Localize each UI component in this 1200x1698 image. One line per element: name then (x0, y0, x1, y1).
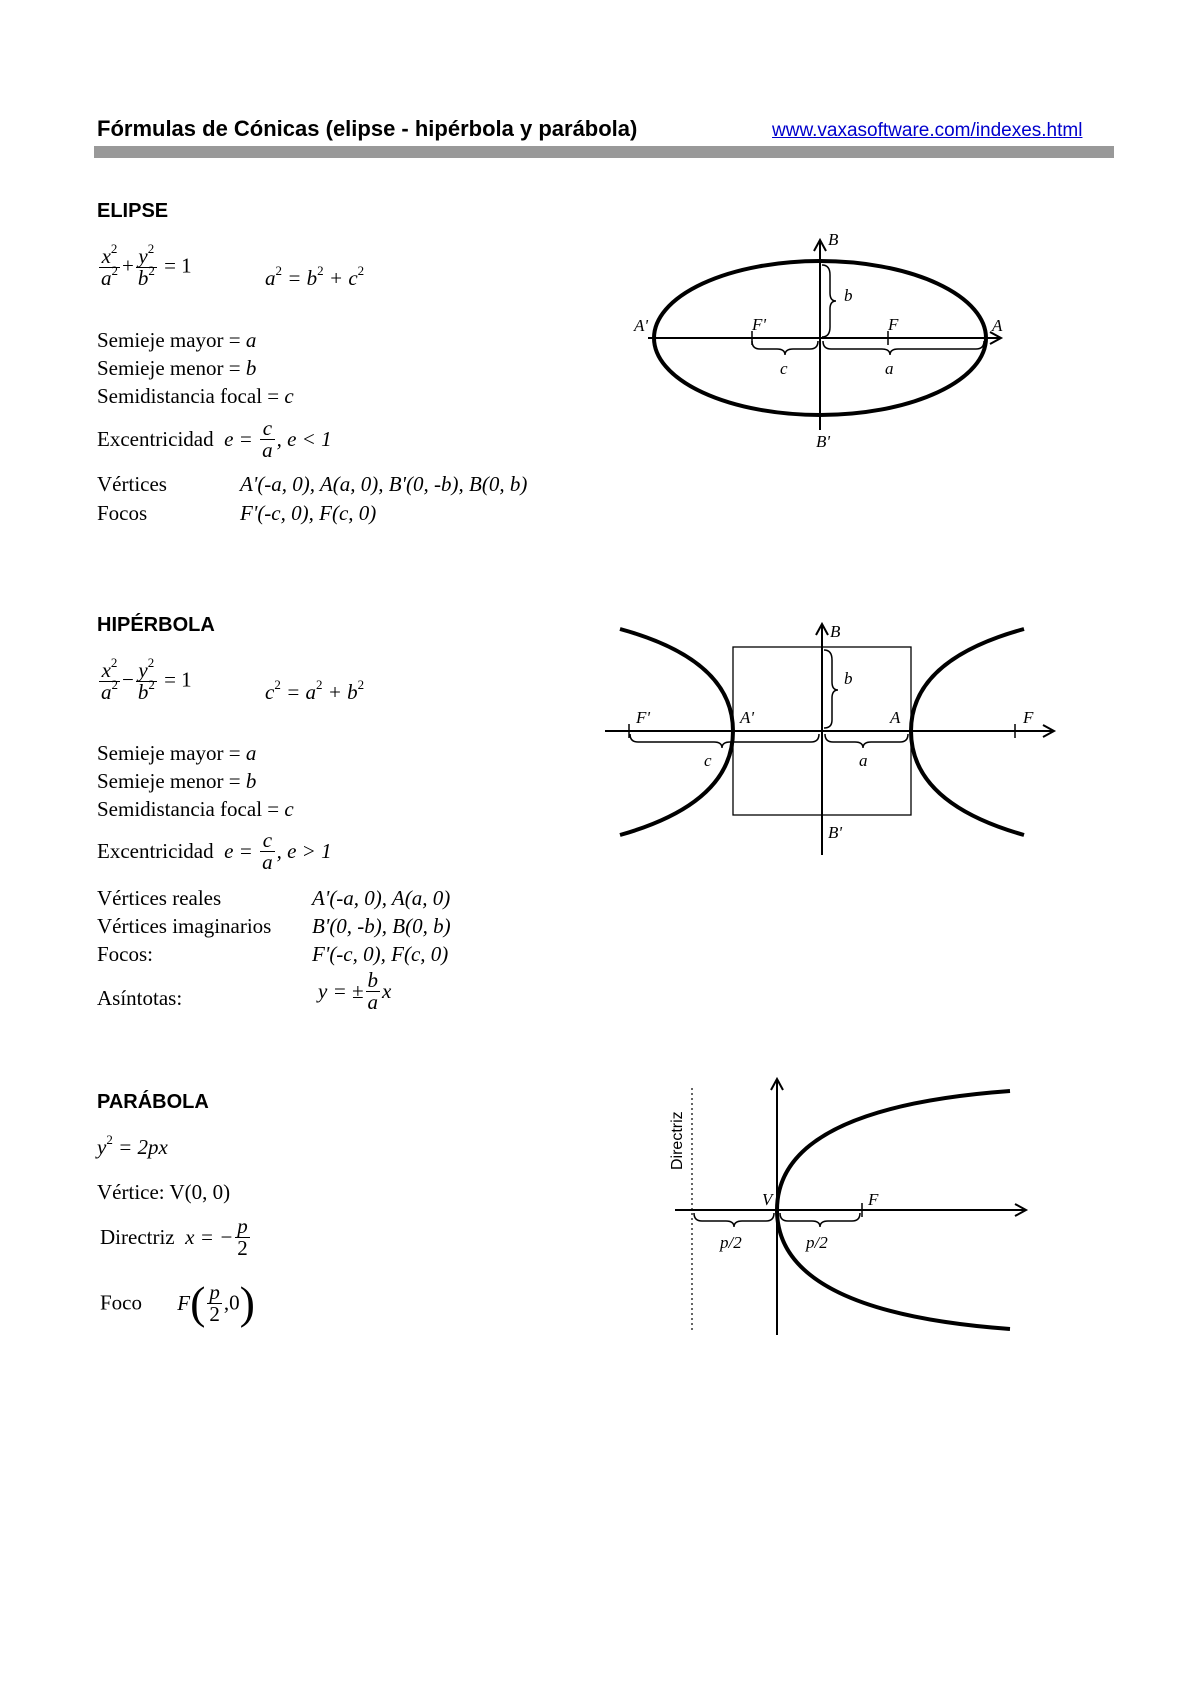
parabola-foco: Foco F( $\frac{p}{2}$ ,0) (100, 1277, 255, 1328)
label-B: B (830, 622, 841, 641)
elipse-title: ELIPSE (97, 200, 169, 222)
elipse-focos-value: F'(-c, 0), F(c, 0) (240, 501, 377, 525)
label-b: b (844, 669, 853, 688)
parabola-equation: $y^2 = 2px$ (97, 1132, 168, 1159)
c-brace (630, 734, 819, 748)
hiperbola-relation: $c^2 = a^2 + b^2$ (265, 677, 365, 704)
a-brace (825, 734, 908, 748)
label-V: V (762, 1190, 773, 1209)
label-B-prime: B' (816, 432, 831, 450)
hiperbola-focos-value: F'(-c, 0), F(c, 0) (312, 942, 449, 966)
c-brace (752, 341, 818, 355)
a-brace (823, 341, 984, 355)
parabola-vertice: Vértice: V(0, 0) (97, 1180, 231, 1204)
header-link[interactable]: www.vaxasoftware.com/indexes.html (772, 120, 1083, 141)
elipse-semieje-mayor: Semieje mayor = a (97, 328, 257, 352)
label-b: b (844, 286, 853, 305)
b-brace (824, 650, 838, 728)
label-a: a (859, 751, 868, 770)
hiperbola-semieje-menor: Semieje menor = b (97, 769, 257, 793)
label-A: A (992, 316, 1003, 335)
parabola-svg (660, 1070, 1040, 1355)
elipse-semieje-menor: Semieje menor = b (97, 356, 257, 380)
label-c: c (780, 359, 788, 378)
paren-open: ( (190, 1277, 206, 1328)
label-F: F (888, 315, 899, 334)
hiperbola-focos-label: Focos: (97, 942, 154, 966)
hiperbola-vertices-imag-label: Vértices imaginarios (97, 914, 272, 938)
hiperbola-asintotas-label: Asíntotas: (97, 986, 183, 1010)
hiperbola-diagram (600, 620, 1070, 860)
hiperbola-excentricidad: Excentricidad e = $\frac{c}{a}$ , e > 1 (97, 828, 332, 874)
label-F-prime: F' (636, 708, 651, 727)
hiperbola-asintotas-eq: y = ± $\frac{b}{a}$ x (318, 968, 392, 1014)
p2-left-brace (694, 1213, 774, 1227)
label-p2-left: p/2 (720, 1233, 742, 1252)
parabola-directriz: Directriz x = − $\frac{p}{2}$ (100, 1214, 248, 1260)
label-A-prime: A' (740, 708, 755, 727)
elipse-svg (620, 225, 1020, 450)
elipse-equation: $\frac{x^2}{a^2}$ + $\frac{y^2}{b^2}$ = 1 (101, 241, 192, 290)
hiperbola-eq-equals: = 1 (164, 667, 192, 692)
hiperbola-vertices-imag-value: B'(0, -b), B(0, b) (312, 914, 451, 938)
hiperbola-vertices-reales-value: A'(-a, 0), A(a, 0) (312, 886, 451, 910)
elipse-diagram (620, 225, 1020, 450)
hiperbola-equation: $\frac{x^2}{a^2}$ − $\frac{y^2}{b^2}$ = 1 (101, 655, 192, 704)
page-title: Fórmulas de Cónicas (elipse - hipérbola y parábola) (97, 116, 638, 141)
label-F-prime: F' (752, 315, 767, 334)
label-B: B (828, 230, 839, 249)
elipse-relation: $a^2 = b^2 + c^2$ (265, 263, 365, 290)
hiperbola-semieje-mayor: Semieje mayor = a (97, 741, 257, 765)
label-F: F (868, 1190, 879, 1209)
hiperbola-svg (600, 620, 1070, 860)
label-B-prime: B' (828, 823, 843, 842)
hiperbola-vertices-reales-label: Vértices reales (97, 886, 222, 910)
label-a: a (885, 359, 894, 378)
elipse-eq-equals: = 1 (164, 253, 192, 278)
label-directriz: Directriz (669, 1111, 686, 1170)
label-A: A (890, 708, 901, 727)
elipse-excentricidad: Excentricidad e = $\frac{c}{a}$ , e < 1 (97, 416, 332, 462)
hiperbola-semidistancia: Semidistancia focal = c (97, 797, 294, 821)
parabola-diagram (660, 1070, 1040, 1355)
elipse-semidistancia: Semidistancia focal = c (97, 384, 294, 408)
elipse-vertices-value: A'(-a, 0), A(a, 0), B'(0, -b), B(0, b) (240, 472, 528, 496)
header-divider (94, 146, 1114, 158)
label-p2-right: p/2 (806, 1233, 828, 1252)
parabola-title: PARÁBOLA (97, 1091, 209, 1113)
label-F: F (1023, 708, 1034, 727)
label-c: c (704, 751, 712, 770)
paren-close: ) (239, 1277, 255, 1328)
elipse-focos-label: Focos (97, 501, 148, 525)
label-A-prime: A' (634, 316, 649, 335)
elipse-eq-plus: + (122, 253, 134, 278)
hiperbola-eq-minus: − (122, 667, 134, 692)
elipse-vertices-label: Vértices (97, 472, 167, 496)
hiperbola-title: HIPÉRBOLA (97, 614, 215, 636)
b-brace (822, 265, 836, 337)
p2-right-brace (780, 1213, 860, 1227)
